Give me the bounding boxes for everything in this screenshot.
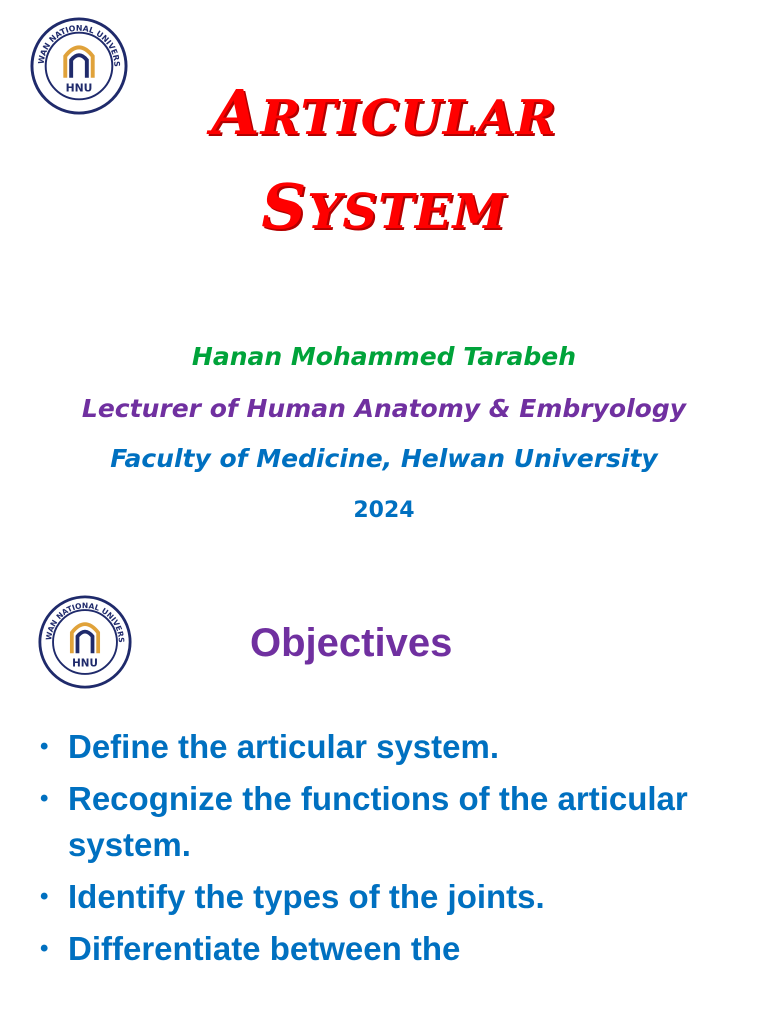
bullet-icon: • <box>40 883 49 910</box>
title-line-2: SYSTEM <box>261 170 507 243</box>
svg-text:HNU: HNU <box>72 657 98 670</box>
author-position: Lecturer of Human Anatomy & Embryology <box>81 394 687 423</box>
objectives-slide <box>0 578 768 1024</box>
university-logo <box>38 594 132 690</box>
author-affiliation: Faculty of Medicine, Helwan University <box>110 444 658 473</box>
bullet-icon: • <box>40 785 49 812</box>
objectives-heading: Objectives <box>250 621 453 665</box>
list-item: • Differentiate between the <box>40 926 750 972</box>
hnu-logo-icon <box>38 594 132 690</box>
title-line-1: ARTICULAR <box>211 76 557 149</box>
svg-text:HELWAN NATIONAL UNIVERSITY: WAN NATIONAL UNIVERS <box>44 601 126 643</box>
year: 2024 <box>353 498 415 523</box>
objectives-list <box>40 724 750 978</box>
svg-text:HNU: HNU <box>65 81 93 95</box>
list-item: • Define the articular system. <box>40 724 750 770</box>
bullet-icon: • <box>40 733 49 760</box>
list-item: • Identify the types of the joints. <box>40 874 750 920</box>
slide-divider <box>0 566 768 574</box>
bullet-icon: • <box>40 935 49 962</box>
svg-text:HELWAN NATIONAL UNIVERSITY: WAN NATIONAL UNIVERS <box>36 23 122 67</box>
list-item: • Recognize the functions of the articular system. <box>40 776 750 868</box>
author-name: Hanan Mohammed Tarabeh <box>191 342 577 371</box>
